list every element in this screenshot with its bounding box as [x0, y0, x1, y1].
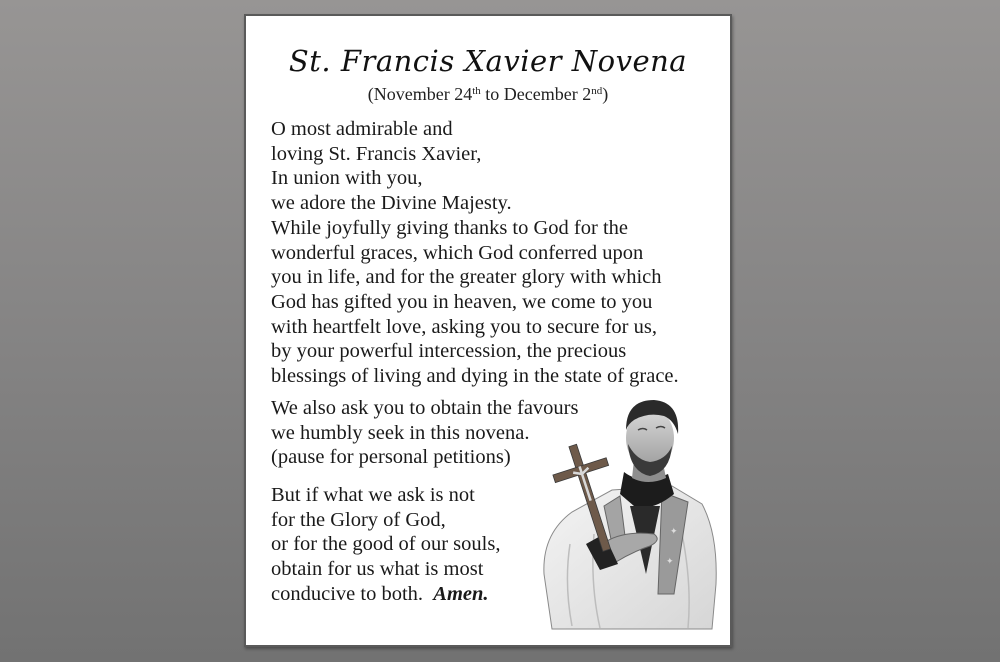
page-title: St. Francis Xavier Novena	[288, 44, 688, 78]
prayer-line: you in life, and for the greater glory with which	[271, 266, 662, 289]
prayer-paragraph-2	[271, 396, 579, 470]
svg-text:✦: ✦	[670, 527, 678, 537]
prayer-line: In union with you,	[271, 167, 423, 190]
ordinal-suffix-start: th	[472, 85, 481, 97]
prayer-line: we humbly seek in this novena.	[271, 421, 530, 444]
prayer-line: for the Glory of God,	[271, 508, 446, 531]
prayer-line: obtain for us what is most	[271, 558, 484, 581]
date-range	[246, 84, 730, 105]
prayer-line: loving St. Francis Xavier,	[271, 142, 482, 165]
prayer-line: by your powerful intercession, the precious	[271, 340, 627, 363]
prayer-line: (pause for personal petitions)	[271, 446, 511, 469]
date-start: (November 24	[367, 84, 473, 104]
ordinal-suffix-end: nd	[591, 85, 603, 97]
prayer-paragraph-3	[271, 483, 500, 607]
prayer-line: But if what we ask is not	[271, 484, 475, 506]
amen-text: Amen.	[433, 582, 489, 605]
prayer-line: wonderful graces, which God conferred upon	[271, 241, 644, 264]
prayer-paragraph-1	[271, 117, 679, 389]
novena-card	[244, 14, 732, 647]
date-close-paren: )	[602, 84, 609, 104]
prayer-line: God has gifted you in heaven, we come to you	[271, 290, 653, 313]
prayer-line: O most admirable and	[271, 118, 453, 140]
prayer-line: we adore the Divine Majesty.	[271, 192, 512, 215]
prayer-line: We also ask you to obtain the favours	[271, 397, 579, 419]
prayer-line-closing	[271, 582, 500, 607]
prayer-line: with heartfelt love, asking you to secure for us,	[271, 315, 657, 338]
date-end: to December 2	[480, 84, 592, 104]
svg-text:✦: ✦	[666, 557, 674, 567]
prayer-line: or for the good of our souls,	[271, 533, 501, 556]
prayer-line: blessings of living and dying in the state of grace.	[271, 365, 679, 388]
saint-illustration	[542, 394, 720, 634]
prayer-line: While joyfully giving thanks to God for the	[271, 216, 628, 239]
prayer-line-text: conducive to both.	[271, 582, 434, 605]
